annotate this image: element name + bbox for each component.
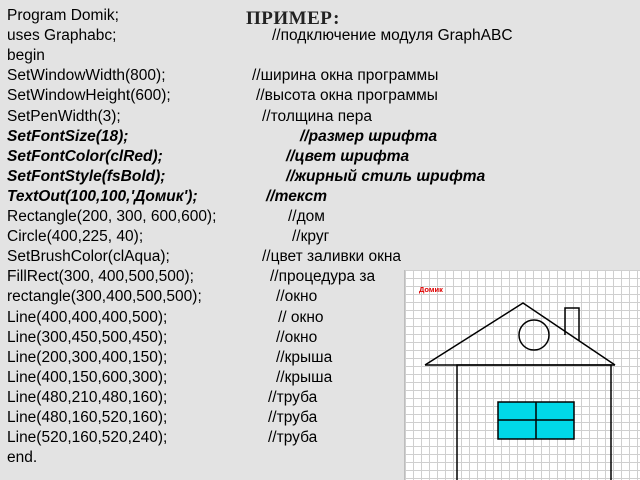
code-comment: //цвет заливки окна xyxy=(262,248,402,266)
code-comment: //дом xyxy=(288,208,325,225)
slide-title: ПРИМЕР: xyxy=(246,8,340,29)
code-comment: //крыша xyxy=(276,368,333,386)
code-comment: //окно xyxy=(276,328,318,346)
code-statement: Program Domik; xyxy=(7,7,119,24)
code-comment: //подключение модуля GraphABC xyxy=(272,27,513,45)
roof-outline xyxy=(425,303,615,365)
code-comment: //высота окна программы xyxy=(256,87,438,105)
code-statement: Line(480,210,480,160); xyxy=(7,388,168,406)
code-statement: Line(200,300,400,150); xyxy=(7,348,168,366)
code-comment: //процедура за xyxy=(270,268,376,286)
code-comment: //жирный стиль шрифта xyxy=(286,167,486,185)
code-comment: // окно xyxy=(278,308,324,326)
code-statement: SetWindowWidth(800); xyxy=(7,67,166,85)
attic-circle xyxy=(519,320,549,350)
code-statement: SetPenWidth(3); xyxy=(7,107,121,125)
code-comment: //текст xyxy=(266,187,328,205)
code-statement: Line(400,400,400,500); xyxy=(7,308,168,326)
code-statement: Line(520,160,520,240); xyxy=(7,429,168,447)
code-statement: Circle(400,225, 40); xyxy=(7,228,144,246)
code-statement: uses Graphabc; xyxy=(7,27,117,45)
code-statement: FillRect(300, 400,500,500); xyxy=(7,268,194,286)
program-output-drawing xyxy=(404,270,640,480)
code-comment: //труба xyxy=(268,388,318,406)
code-comment: //цвет шрифта xyxy=(286,147,410,165)
house-drawing-svg xyxy=(405,270,640,480)
code-statement: Line(480,160,520,160); xyxy=(7,409,168,426)
code-comment: //круг xyxy=(292,228,330,246)
code-statement: rectangle(300,400,500,500); xyxy=(7,288,202,306)
code-statement: SetFontColor(clRed); xyxy=(7,147,163,165)
code-statement: SetBrushColor(clAqua); xyxy=(7,248,170,266)
code-comment: //толщина пера xyxy=(262,107,373,125)
code-comment: //ширина окна программы xyxy=(252,67,439,85)
code-comment: //крыша xyxy=(276,348,333,366)
code-statement: TextOut(100,100,'Домик'); xyxy=(7,187,198,205)
code-statement: SetFontSize(18); xyxy=(7,127,129,145)
code-statement: SetWindowHeight(600); xyxy=(7,87,171,105)
code-statement: Rectangle(200, 300, 600,600); xyxy=(7,208,217,225)
code-statement: end. xyxy=(7,449,38,467)
code-comment: //размер шрифта xyxy=(300,127,438,145)
code-comment: //труба xyxy=(268,409,318,426)
code-comment: //окно xyxy=(276,288,318,306)
code-statement: Line(400,150,600,300); xyxy=(7,368,168,386)
code-statement: begin xyxy=(7,47,45,65)
code-comment: //труба xyxy=(268,429,318,447)
code-statement: Line(300,450,500,450); xyxy=(7,328,168,346)
code-statement: SetFontStyle(fsBold); xyxy=(7,167,166,185)
domik-text-label: Домик xyxy=(419,285,443,294)
